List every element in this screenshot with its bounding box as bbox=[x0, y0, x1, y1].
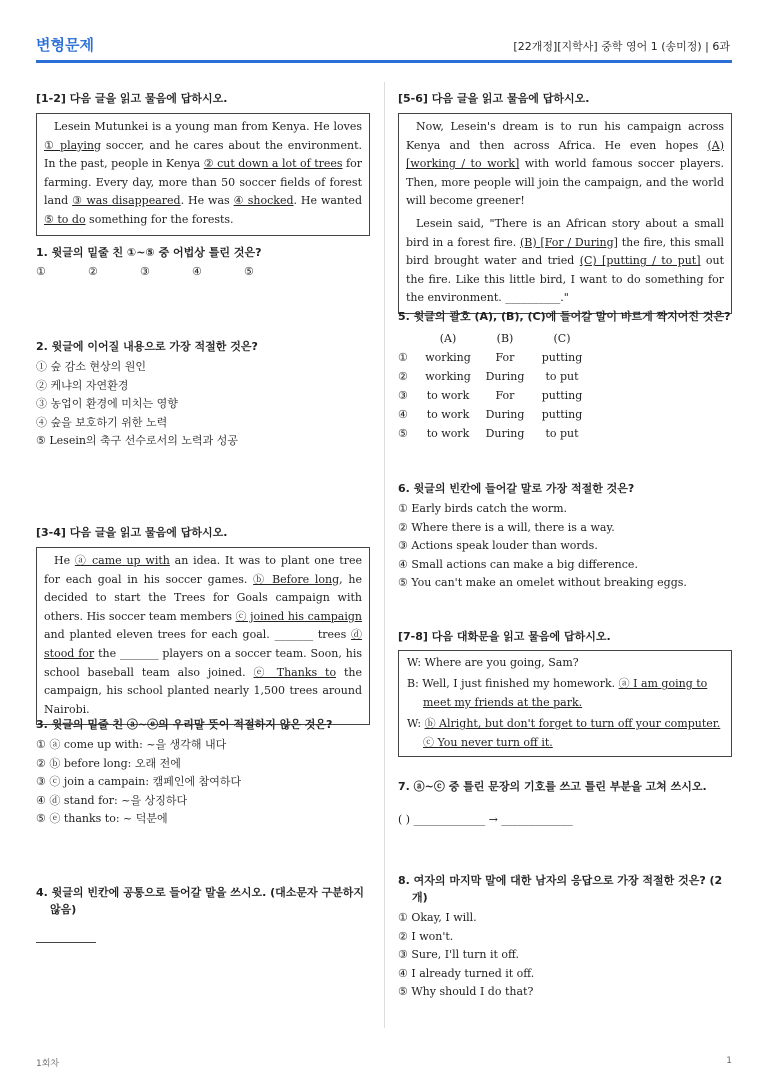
answer-table bbox=[398, 329, 592, 443]
table-row[interactable] bbox=[398, 386, 592, 405]
option[interactable]: ① bbox=[36, 265, 46, 278]
question-stem: 5. 윗글의 괄호 (A), (B), (C)에 들어갈 말이 바르게 짝지어진 것은? bbox=[398, 310, 731, 323]
underlined-phrase: ⓔ Thanks to bbox=[253, 665, 337, 679]
option[interactable]: ② Where there is a will, there is a way. bbox=[398, 520, 615, 534]
underlined-sentence-c: ⓒ You never turn off it. bbox=[423, 735, 553, 749]
column-header: (C) bbox=[553, 332, 571, 345]
page-title: 변형문제 bbox=[36, 36, 94, 54]
text-run: with world famous soccer players. Then, more people will join the campaign, and the world will become greener! bbox=[406, 157, 724, 208]
blank: _______ bbox=[274, 628, 314, 642]
table-cell: working bbox=[425, 351, 471, 364]
option[interactable]: ③ Actions speak louder than words. bbox=[398, 539, 598, 553]
text-run: Lesein said, "There is an African story about a small bird in a forest fire. bbox=[406, 216, 724, 249]
table-header bbox=[398, 329, 592, 348]
answer-blank[interactable] bbox=[36, 942, 96, 943]
passage-5-6 bbox=[398, 113, 732, 314]
table-cell: to work bbox=[426, 408, 470, 421]
passage-1-2 bbox=[36, 113, 370, 236]
footer-page-number: 1 bbox=[726, 1056, 732, 1066]
table-cell: For bbox=[495, 351, 515, 364]
underlined-phrase: ③ was disappeared bbox=[72, 194, 181, 208]
text-run: . He was bbox=[180, 194, 234, 208]
table-cell: For bbox=[495, 389, 515, 402]
text-run: soccer, and he cares about the environment. In the past, people in Kenya bbox=[44, 138, 362, 171]
line-text: Well, I just finished my homework. bbox=[422, 677, 619, 691]
passage-paragraph bbox=[406, 118, 724, 211]
table-cell: ⑤ bbox=[398, 427, 408, 440]
table-cell: During bbox=[485, 408, 525, 421]
question-5 bbox=[398, 308, 732, 443]
option[interactable]: ③ Sure, I'll turn it off. bbox=[398, 948, 519, 962]
answer-options bbox=[398, 909, 732, 1002]
option[interactable]: ② 케냐의 자연환경 bbox=[36, 378, 129, 392]
underlined-phrase: (C) [putting / to put] bbox=[579, 254, 701, 268]
option[interactable]: ⑤ Lesein의 축구 선수로서의 노력과 성공 bbox=[36, 434, 239, 448]
question-3 bbox=[36, 716, 370, 829]
page-header bbox=[36, 30, 732, 64]
column-divider bbox=[384, 82, 385, 1028]
text-run: Now, Lesein's dream is to run his campaign across Kenya and then across Africa. He even hopes bbox=[406, 120, 724, 152]
passage-text bbox=[44, 118, 362, 230]
table-row[interactable] bbox=[398, 424, 592, 443]
section-heading: [7-8] 다음 대화문을 읽고 물음에 답하시오. bbox=[398, 630, 611, 643]
text-run: ." bbox=[560, 291, 569, 305]
option[interactable]: ② I won't. bbox=[398, 929, 454, 943]
dialogue-line bbox=[407, 715, 723, 752]
question-stem: 8. 여자의 마지막 말에 대한 남자의 응답으로 가장 적절한 것은? (2개) bbox=[398, 874, 723, 904]
answer-options bbox=[36, 736, 370, 829]
table-cell: putting bbox=[541, 351, 583, 364]
option[interactable]: ③ 농업이 환경에 미치는 영향 bbox=[36, 397, 178, 411]
text-run: the bbox=[94, 646, 120, 660]
table-cell: ① bbox=[398, 351, 408, 364]
text-run: Lesein Mutunkei is a young man from Kenya. He loves bbox=[54, 120, 362, 133]
text-run: He bbox=[54, 554, 75, 567]
option[interactable]: ⑤ ⓔ thanks to: ~ 덕분에 bbox=[36, 812, 168, 826]
underlined-phrase: ⓒ joined his campaign bbox=[235, 609, 362, 623]
underlined-phrase: ② cut down a lot of trees bbox=[203, 157, 343, 171]
question-stem: 6. 윗글의 빈칸에 들어갈 말로 가장 적절한 것은? bbox=[398, 482, 635, 495]
table-row[interactable] bbox=[398, 405, 592, 424]
answer-options bbox=[36, 265, 370, 278]
option[interactable]: ④ I already turned it off. bbox=[398, 966, 535, 980]
text-run: out the fire. Like this little bird, I want to do something for the environment. bbox=[406, 254, 724, 305]
text-run: something for the forests. bbox=[85, 212, 234, 226]
question-stem: 3. 윗글의 밑줄 친 ⓐ~ⓔ의 우리말 뜻이 적절하지 않은 것은? bbox=[36, 718, 333, 731]
underlined-phrase: ① playing bbox=[44, 138, 102, 152]
underlined-phrase: ⓓ stood for bbox=[44, 628, 362, 660]
text-run: . He wanted bbox=[293, 194, 362, 208]
text-run: players on a soccer team. Soon, his school baseball team also joined. bbox=[44, 646, 362, 679]
underlined-phrase: ④ shocked bbox=[233, 194, 294, 208]
question-8 bbox=[398, 872, 732, 1002]
table-cell: During bbox=[485, 370, 525, 383]
option[interactable]: ① Okay, I will. bbox=[398, 911, 477, 924]
text-run: trees bbox=[313, 628, 351, 642]
option[interactable]: ① ⓐ come up with: ~을 생각해 내다 bbox=[36, 738, 227, 751]
dialogue-line bbox=[407, 675, 723, 712]
text-run: the campaign, his school planted nearly 1,500 trees around Nairobi. bbox=[44, 665, 362, 716]
option[interactable]: ⑤ You can't make an omelet without breaking eggs. bbox=[398, 576, 687, 590]
question-1 bbox=[36, 244, 370, 278]
underlined-phrase: ⓐ came up with bbox=[74, 554, 170, 567]
header-rule bbox=[36, 60, 732, 63]
dialogue-box bbox=[398, 650, 732, 757]
option[interactable]: ④ Small actions can make a big difference. bbox=[398, 557, 638, 571]
question-7 bbox=[398, 778, 732, 826]
section-5-6 bbox=[398, 90, 732, 314]
underlined-phrase: (B) [For / During] bbox=[519, 235, 618, 249]
option[interactable]: ⑤ Why should I do that? bbox=[398, 985, 534, 999]
underlined-sentence-a: ⓐ I am going to meet my friends at the park. bbox=[423, 677, 708, 709]
option[interactable]: ④ bbox=[192, 265, 202, 278]
table-cell: putting bbox=[541, 389, 583, 402]
question-2 bbox=[36, 338, 370, 451]
answer-options bbox=[398, 500, 732, 593]
option[interactable]: ④ ⓓ stand for: ~을 상징하다 bbox=[36, 793, 188, 807]
section-heading: [3-4] 다음 글을 읽고 물음에 답하시오. bbox=[36, 526, 228, 539]
section-heading: [1-2] 다음 글을 읽고 물음에 답하시오. bbox=[36, 92, 228, 105]
table-cell: working bbox=[425, 370, 471, 383]
header-spacer bbox=[398, 329, 418, 348]
option[interactable]: ① 숲 감소 현상의 원인 bbox=[36, 360, 146, 373]
table-cell: to work bbox=[426, 389, 470, 402]
underlined-phrase: ⓑ Before long bbox=[253, 572, 340, 586]
footer-session: 1회차 bbox=[36, 1059, 60, 1069]
text-run: the fire, this small bird brought water and tried bbox=[406, 235, 724, 268]
dialogue-line bbox=[407, 654, 723, 672]
question-stem: 7. ⓐ~ⓒ 중 틀린 문장의 기호를 쓰고 틀린 부분을 고쳐 쓰시오. bbox=[398, 780, 707, 793]
question-stem: 4. 윗글의 빈칸에 공통으로 들어갈 말을 쓰시오. (대소문자 구분하지 않음) bbox=[36, 886, 364, 916]
answer-blank[interactable]: ( ) _____________ → _____________ bbox=[398, 813, 573, 826]
line-text: Where are you going, Sam? bbox=[424, 656, 579, 669]
text-run: an idea. It was to plant one tree for each goal in his soccer games. bbox=[44, 554, 362, 586]
table-cell: to work bbox=[426, 427, 470, 440]
underlined-sentence-b: ⓑ Alright, but don't forget to turn off your computer. bbox=[424, 717, 721, 731]
table-cell: During bbox=[485, 427, 525, 440]
section-3-4 bbox=[36, 524, 370, 725]
table-cell: to put bbox=[545, 427, 579, 440]
speaker: W: bbox=[407, 717, 422, 731]
underlined-phrase: ⑤ to do bbox=[44, 212, 86, 226]
section-1-2 bbox=[36, 90, 370, 236]
option[interactable]: ② ⓑ before long: 오래 전에 bbox=[36, 756, 181, 770]
speaker: W: bbox=[407, 656, 422, 669]
table-cell: ② bbox=[398, 370, 408, 383]
blank: _______ bbox=[119, 646, 159, 660]
table-cell: putting bbox=[541, 408, 583, 421]
question-6 bbox=[398, 480, 732, 593]
section-heading: [5-6] 다음 글을 읽고 물음에 답하시오. bbox=[398, 92, 590, 105]
question-4 bbox=[36, 884, 370, 943]
option[interactable]: ③ bbox=[140, 265, 150, 278]
text-run: and planted eleven trees for each goal. bbox=[44, 628, 275, 642]
option[interactable]: ⑤ bbox=[244, 265, 254, 278]
answer-options bbox=[36, 358, 370, 451]
table-cell: to put bbox=[545, 370, 579, 383]
text-run: , he decided to start the Trees for Goals campaign with others. His soccer team members bbox=[44, 572, 362, 623]
course-info: [22개정][지학사] 중학 영어 1 (송미정) | 6과 bbox=[513, 40, 730, 53]
column-header: (B) bbox=[496, 332, 514, 345]
option[interactable]: ① Early birds catch the worm. bbox=[398, 502, 568, 515]
column-header: (A) bbox=[439, 332, 457, 345]
table-cell: ④ bbox=[398, 408, 408, 421]
speaker: B: bbox=[407, 677, 419, 691]
table-row[interactable] bbox=[398, 348, 592, 367]
option[interactable]: ④ 숲을 보호하기 위한 노력 bbox=[36, 415, 168, 429]
table-row[interactable] bbox=[398, 367, 592, 386]
question-stem: 2. 윗글에 이어질 내용으로 가장 적절한 것은? bbox=[36, 340, 258, 353]
blank: __________ bbox=[505, 291, 561, 305]
option[interactable]: ② bbox=[88, 265, 98, 278]
passage-paragraph bbox=[406, 215, 724, 308]
text-run: for farming. Every day, more than 50 soccer fields of forest land bbox=[44, 157, 363, 208]
table-cell: ③ bbox=[398, 389, 408, 402]
underlined-phrase: (A) [working / to work] bbox=[406, 138, 724, 171]
passage-text bbox=[44, 552, 362, 719]
option[interactable]: ③ ⓒ join a campain: 캠페인에 참여하다 bbox=[36, 775, 242, 789]
question-stem: 1. 윗글의 밑줄 친 ①~⑤ 중 어법상 틀린 것은? bbox=[36, 246, 262, 259]
section-7-8 bbox=[398, 628, 732, 757]
passage-3-4 bbox=[36, 547, 370, 725]
